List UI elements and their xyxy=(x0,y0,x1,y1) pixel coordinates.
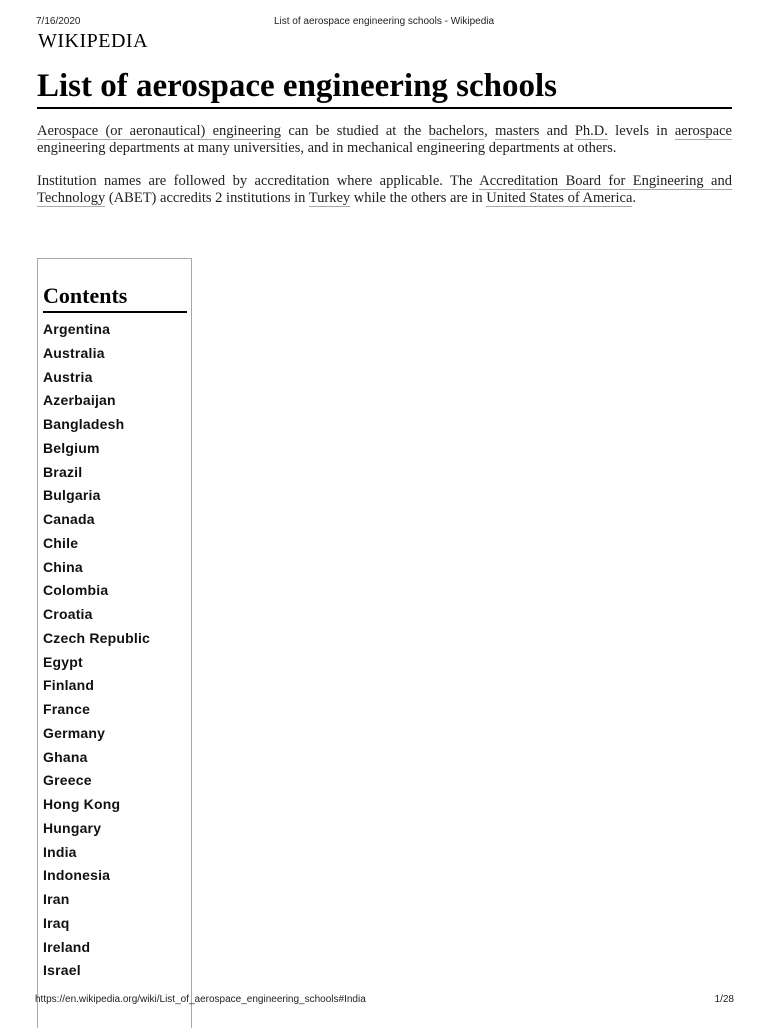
toc-item-germany[interactable]: Germany xyxy=(43,724,106,741)
intro-text: while the others are in xyxy=(350,190,487,206)
toc-item-indonesia[interactable]: Indonesia xyxy=(43,867,111,884)
toc-item-belgium[interactable]: Belgium xyxy=(43,439,100,456)
toc-item-hong-kong[interactable]: Hong Kong xyxy=(43,796,121,812)
intro-paragraph-2 xyxy=(37,173,732,207)
intro-text: and xyxy=(539,123,575,139)
toc-item-colombia[interactable]: Colombia xyxy=(43,582,109,599)
toc-item-austria[interactable]: Austria xyxy=(43,368,93,385)
toc-item-ireland[interactable]: Ireland xyxy=(43,938,91,955)
toc-item-france[interactable]: France xyxy=(43,701,91,717)
link-masters[interactable]: masters xyxy=(495,123,540,139)
toc-list xyxy=(38,318,191,983)
print-footer xyxy=(0,994,768,1008)
toc-item-croatia[interactable]: Croatia xyxy=(43,606,93,622)
intro-text: (ABET) accredits 2 institutions in xyxy=(105,190,309,206)
toc-item-greece[interactable]: Greece xyxy=(43,772,92,789)
toc-item-israel[interactable]: Israel xyxy=(43,962,81,979)
toc-item-india[interactable]: India xyxy=(43,843,77,860)
toc-title: Contents xyxy=(43,283,187,313)
link-turkey[interactable]: Turkey xyxy=(308,190,351,206)
toc-item-bangladesh[interactable]: Bangladesh xyxy=(43,416,125,432)
intro-text: . xyxy=(632,190,637,206)
intro-text: can be studied at the xyxy=(281,123,429,139)
link-abet[interactable]: Accreditation Board for Engineering and Technology xyxy=(37,173,732,206)
print-header xyxy=(0,16,768,30)
toc-item-czech-republic[interactable]: Czech Republic xyxy=(43,629,151,646)
print-url: https://en.wikipedia.org/wiki/List_of_aerospace_engineering_schools#India xyxy=(35,994,366,1005)
toc-item-azerbaijan[interactable]: Azerbaijan xyxy=(43,392,116,409)
link-aerospace[interactable]: aerospace xyxy=(674,123,732,139)
intro-text: levels in xyxy=(607,123,675,139)
toc-item-china[interactable]: China xyxy=(43,558,83,575)
toc-item-chile[interactable]: Chile xyxy=(43,534,79,551)
toc-item-hungary[interactable]: Hungary xyxy=(43,819,102,836)
link-aerospace-engineering[interactable]: Aerospace (or aeronautical) engineering xyxy=(37,123,282,139)
toc-item-brazil[interactable]: Brazil xyxy=(43,463,83,480)
intro-text: engineering departments at many universities, and in mechanical engineering departments at others. xyxy=(37,140,617,156)
toc-item-bulgaria[interactable]: Bulgaria xyxy=(43,487,101,504)
toc-item-canada[interactable]: Canada xyxy=(43,511,95,527)
print-title: List of aerospace engineering schools - Wikipedia xyxy=(273,16,495,27)
intro-paragraph-1 xyxy=(37,123,732,157)
toc-item-iran[interactable]: Iran xyxy=(43,891,70,907)
toc-item-egypt[interactable]: Egypt xyxy=(43,653,83,670)
print-date: 7/16/2020 xyxy=(36,16,81,27)
toc-item-argentina[interactable]: Argentina xyxy=(43,321,111,337)
toc-item-ghana[interactable]: Ghana xyxy=(43,748,88,765)
toc-item-australia[interactable]: Australia xyxy=(43,344,105,361)
page-title: List of aerospace engineering schools xyxy=(37,66,732,109)
toc-item-finland[interactable]: Finland xyxy=(43,677,95,694)
intro-text: Institution names are followed by accreditation where applicable. The xyxy=(37,173,480,189)
toc-item-iraq[interactable]: Iraq xyxy=(43,914,70,931)
article-content xyxy=(37,123,732,223)
page-number: 1/28 xyxy=(714,994,734,1005)
table-of-contents xyxy=(37,258,192,1028)
link-phd[interactable]: Ph.D. xyxy=(574,123,608,139)
wikipedia-wordmark[interactable]: WIKIPEDIA xyxy=(38,30,149,52)
link-bachelors[interactable]: bachelors xyxy=(428,123,485,139)
link-united-states[interactable]: United States of America xyxy=(486,190,633,206)
intro-text: , xyxy=(484,123,496,139)
